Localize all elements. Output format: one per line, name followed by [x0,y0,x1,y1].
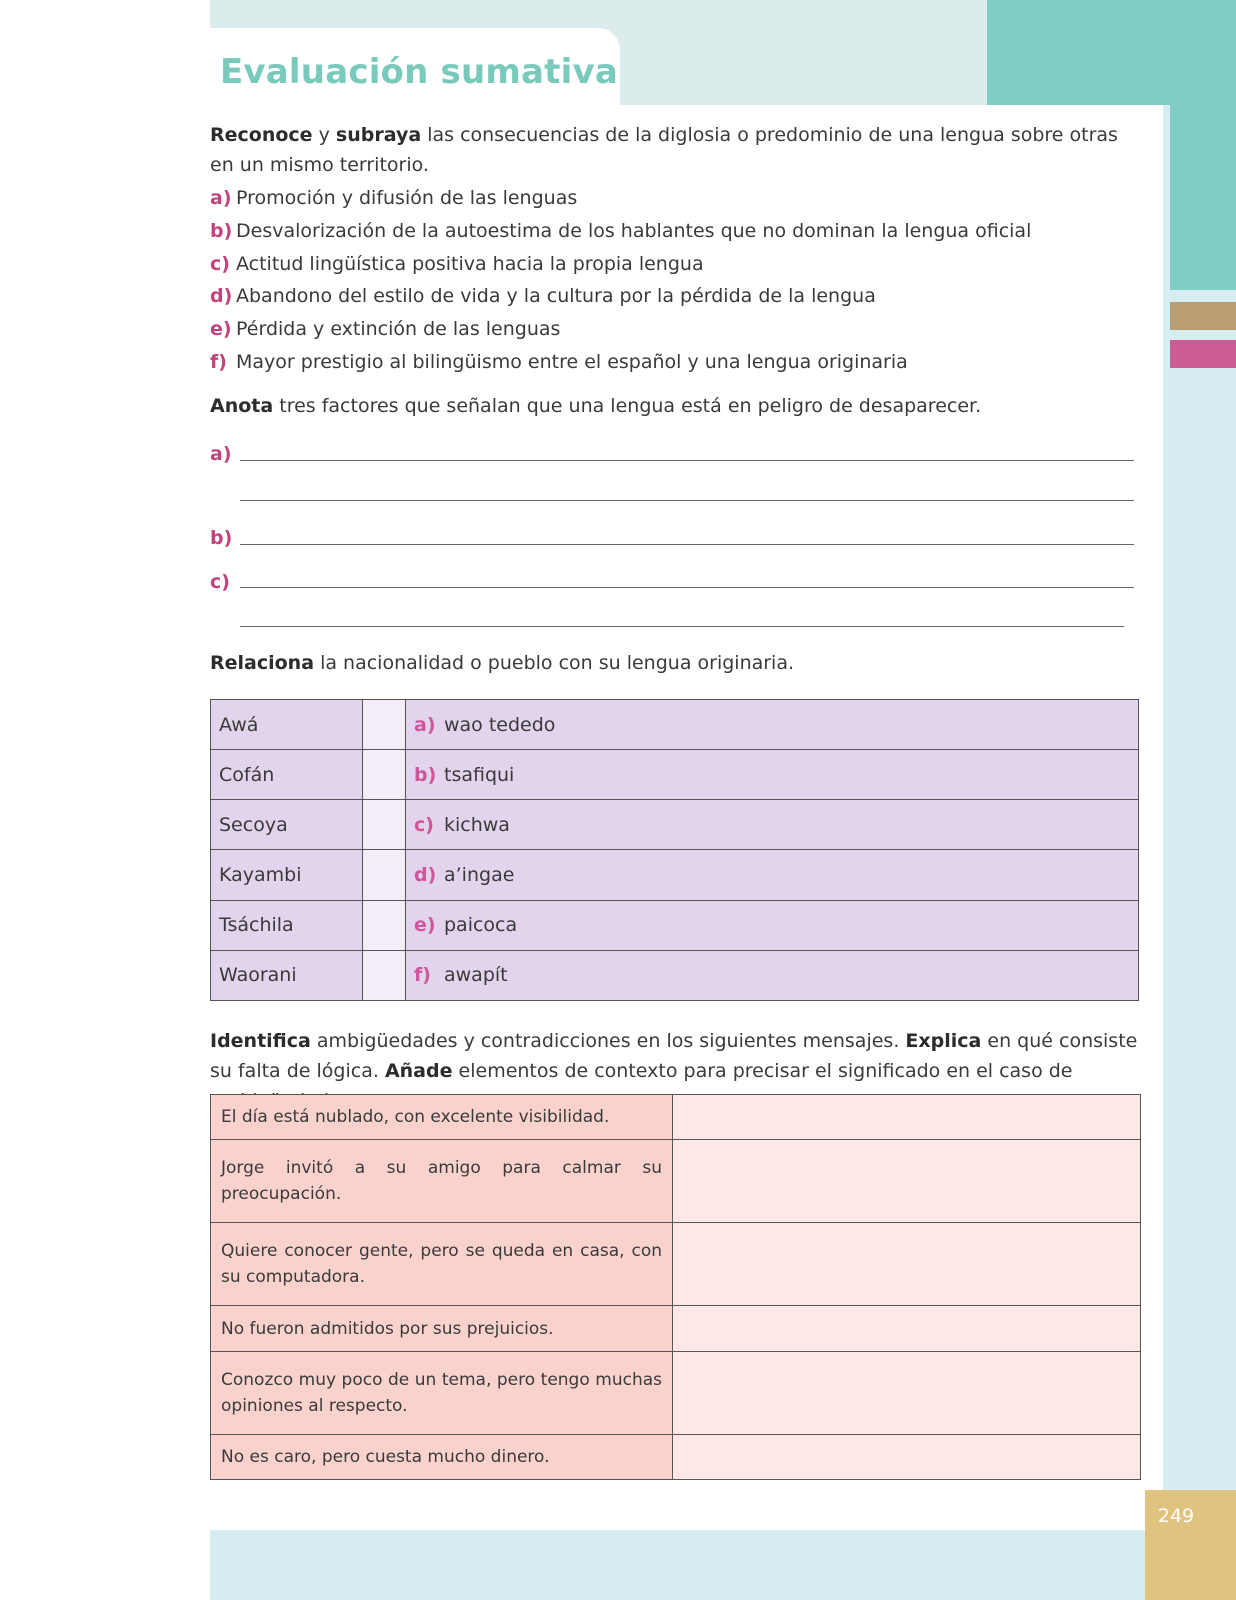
q1-option[interactable] [210,318,560,340]
q1-option[interactable] [210,351,908,373]
answer-cell[interactable] [673,1095,1141,1140]
table-row [211,800,1139,850]
q1-option[interactable] [210,285,876,307]
language-marker: c) [414,813,434,836]
message-cell: Jorge invitó a su amigo para calmar su preocupación. [211,1140,673,1223]
option-marker: f) [210,351,227,373]
option-text: Abandono del estilo de vida y la cultura por la pérdida de la lengua [236,285,876,307]
page-margin [0,0,210,1600]
language-name: tsafiqui [444,763,515,786]
q4-verb3: Añade [384,1060,453,1082]
answer-cell[interactable] [673,1140,1141,1223]
answer-cell[interactable] [673,1434,1141,1479]
language-name: paicoca [444,914,518,937]
answer-line[interactable] [240,460,1134,461]
nationality-cell: Tsáchila [211,900,363,950]
answer-cell[interactable] [673,1223,1141,1306]
q4-text1: ambigüedades y contradicciones en los siguientes mensajes. [316,1030,900,1052]
table-row [211,900,1139,950]
q1-verb2: subraya [335,124,422,146]
answer-box[interactable] [363,850,406,900]
nationality-cell: Secoya [211,800,363,850]
table-row [211,750,1139,800]
language-cell [406,750,1139,800]
nationality-cell: Awá [211,700,363,750]
message-cell: Quiere conocer gente, pero se queda en casa, con su computadora. [211,1223,673,1306]
option-marker: d) [210,285,233,307]
blank-marker: c) [210,571,230,593]
page-title: Evaluación sumativa [220,52,618,92]
matching-table [210,699,1139,1001]
language-name: kichwa [444,813,510,836]
language-name: awapít [444,964,508,987]
table-row [211,1434,1141,1479]
answer-box[interactable] [363,900,406,950]
table-row [211,1095,1141,1140]
language-name: wao tededo [444,713,556,736]
page-number: 249 [1157,1505,1195,1527]
message-cell: No fueron admitidos por sus prejuicios. [211,1306,673,1351]
answer-box[interactable] [363,950,406,1000]
q1-text: las consecuencias de la diglosia o predominio de una lengua sobre otras en un mismo territorio. [210,124,1118,176]
q1-instruction [210,120,1140,180]
q2-instruction [210,391,1140,421]
message-cell: Conozco muy poco de un tema, pero tengo muchas opiniones al respecto. [211,1351,673,1434]
language-marker: a) [414,713,436,736]
option-text: Actitud lingüística positiva hacia la propia lengua [236,253,704,275]
q2-verb: Anota [210,395,274,417]
option-marker: b) [210,220,233,242]
answer-line[interactable] [240,500,1134,501]
pink-tab-marker [1170,340,1236,368]
ambiguity-table [210,1094,1141,1480]
q3-text: la nacionalidad o pueblo con su lengua originaria. [320,652,795,674]
option-text: Pérdida y extinción de las lenguas [236,318,561,340]
q2-text: tres factores que señalan que una lengua está en peligro de desaparecer. [279,395,982,417]
language-cell [406,950,1139,1000]
language-cell [406,700,1139,750]
bottom-band [210,1530,1236,1600]
language-cell [406,850,1139,900]
right-teal-block [1170,105,1236,290]
top-right-teal-block [987,0,1236,105]
language-marker: f) [414,964,431,987]
answer-box[interactable] [363,700,406,750]
q4-verb2: Explica [905,1030,982,1052]
language-marker: b) [414,763,437,786]
answer-box[interactable] [363,750,406,800]
q1-option[interactable] [210,253,704,275]
language-cell [406,800,1139,850]
q4-text3: elementos de contexto para precisar el significado en el caso de [458,1060,1073,1082]
blank-marker: a) [210,443,232,465]
table-row [211,950,1139,1000]
q1-option[interactable] [210,187,577,209]
option-marker: c) [210,253,230,275]
table-row [211,700,1139,750]
table-row [211,1223,1141,1306]
answer-cell[interactable] [673,1351,1141,1434]
option-text: Mayor prestigio al bilingüismo entre el español y una lengua originaria [236,351,908,373]
q4-text2: en qué consiste su falta de lógica. [210,1030,1138,1082]
blank-marker: b) [210,527,233,549]
message-cell: El día está nublado, con excelente visibilidad. [211,1095,673,1140]
nationality-cell: Cofán [211,750,363,800]
nationality-cell: Waorani [211,950,363,1000]
answer-line[interactable] [240,587,1134,588]
nationality-cell: Kayambi [211,850,363,900]
option-text: Desvalorización de la autoestima de los hablantes que no dominan la lengua oficial [236,220,1032,242]
q1-connector: y [318,124,330,146]
option-marker: a) [210,187,232,209]
table-row [211,850,1139,900]
table-row [211,1351,1141,1434]
q3-instruction [210,648,1140,678]
language-name: a’ingae [444,864,515,887]
gold-tab-marker [1170,302,1236,330]
language-marker: d) [414,864,437,887]
answer-line[interactable] [240,626,1124,627]
table-row [211,1306,1141,1351]
q1-option[interactable] [210,220,1031,242]
q4-verb1: Identifica [210,1030,311,1052]
message-cell: No es caro, pero cuesta mucho dinero. [211,1434,673,1479]
language-cell [406,900,1139,950]
option-marker: e) [210,318,232,340]
q1-verb1: Reconoce [210,124,313,146]
answer-cell[interactable] [673,1306,1141,1351]
table-row [211,1140,1141,1223]
language-marker: e) [414,914,436,937]
option-text: Promoción y difusión de las lenguas [236,187,578,209]
answer-box[interactable] [363,800,406,850]
answer-line[interactable] [240,544,1134,545]
q3-verb: Relaciona [210,652,315,674]
